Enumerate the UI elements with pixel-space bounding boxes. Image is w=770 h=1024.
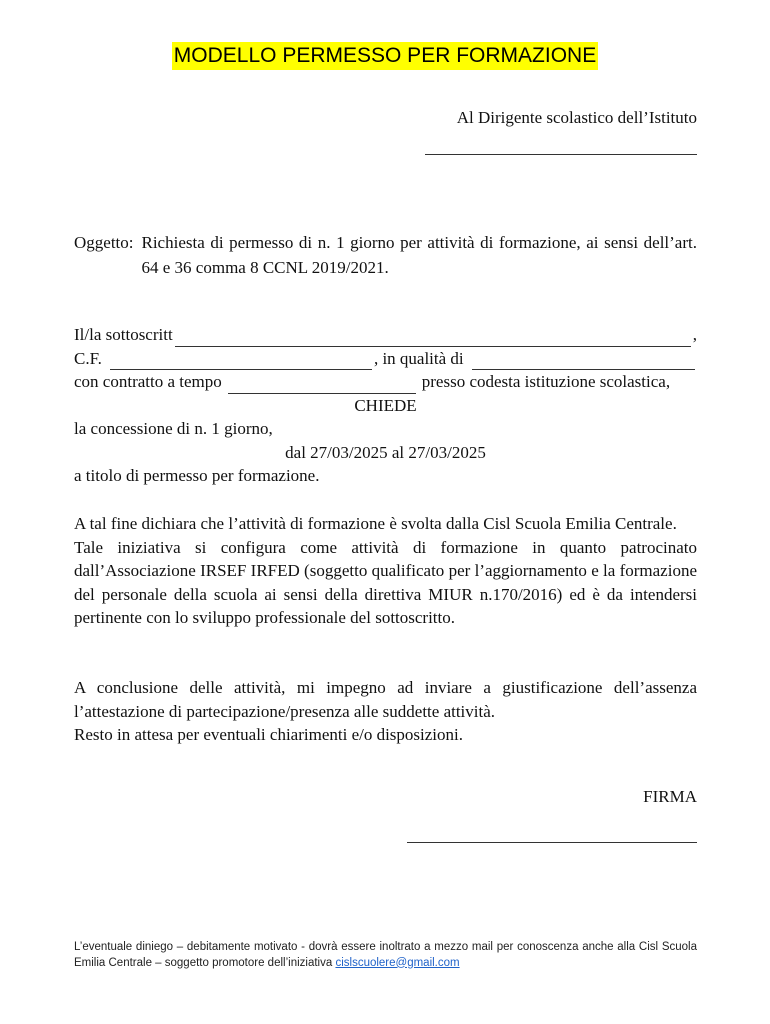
closing-sentence: Resto in attesa per eventuali chiarimenti e/o disposizioni. bbox=[74, 725, 464, 744]
name-suffix: , bbox=[692, 325, 697, 344]
contract-row bbox=[74, 370, 697, 394]
footer-note bbox=[74, 940, 697, 971]
paragraph-organizer bbox=[74, 512, 697, 630]
subject-label: Oggetto: bbox=[74, 233, 134, 252]
request-block bbox=[74, 323, 697, 488]
commitment-sentence: A conclusione delle attività, mi impegno ad inviare a giustificazione dell’assenza l’attestazione di partecipazione/presenza alle suddette attività. bbox=[74, 678, 697, 721]
footer-email-link[interactable]: cislscuolere@gmail.com bbox=[335, 956, 460, 969]
purpose-line: a titolo di permesso per formazione. bbox=[74, 466, 320, 485]
contract-blank-line bbox=[228, 377, 416, 394]
recipient-institute-blank bbox=[425, 139, 697, 161]
patronage-sentence: Tale iniziativa si configura come attività di formazione in quanto patrocinato dall’Associazione IRSEF IRFED (soggetto qualificato per l’aggiornamento e la formazione del personale della scuola ai sensi della direttiva MIUR n.170/2016) ed è da intendersi pertinente con lo sviluppo professionale del sottoscritto. bbox=[74, 537, 697, 627]
cf-blank-line bbox=[110, 353, 372, 370]
name-prefix: Il/la sottoscritt bbox=[74, 325, 173, 344]
cf-prefix: C.F. bbox=[74, 348, 102, 368]
page-title: MODELLO PERMESSO PER FORMAZIONE bbox=[172, 42, 598, 70]
signature-label: FIRMA bbox=[643, 787, 697, 806]
paragraph-commitment bbox=[74, 676, 697, 747]
footer-text: L’eventuale diniego – debitamente motivato - dovrà essere inoltrato a mezzo mail per conoscenza anche alla Cisl Scuola Emilia Centrale – soggetto promotore dell’iniziativa bbox=[74, 941, 697, 969]
contract-suffix: presso codesta istituzione scolastica, bbox=[421, 372, 671, 391]
institute-blank-line bbox=[425, 140, 697, 155]
date-range: dal 27/03/2025 al 27/03/2025 bbox=[285, 442, 486, 462]
subject-block bbox=[74, 230, 697, 280]
name-row bbox=[74, 323, 697, 347]
concession-line: la concessione di n. 1 giorno, bbox=[74, 419, 273, 438]
contract-prefix: con contratto a tempo bbox=[74, 372, 222, 391]
signature-blank-line bbox=[407, 830, 697, 843]
name-blank-line bbox=[175, 330, 691, 347]
title-container bbox=[0, 42, 770, 70]
recipient-line: Al Dirigente scolastico dell’Istituto bbox=[456, 108, 697, 127]
organizer-sentence: A tal fine dichiara che l’attività di formazione è svolta dalla Cisl Scuola Emilia Centrale. bbox=[74, 514, 677, 533]
role-blank-line bbox=[472, 353, 695, 370]
chiede-heading: CHIEDE bbox=[354, 395, 417, 415]
subject-text: Richiesta di permesso di n. 1 giorno per attività di formazione, ai sensi dell’art. 64 e 36 comma 8 CCNL 2019/2021. bbox=[141, 233, 697, 277]
role-prefix: , in qualità di bbox=[373, 348, 464, 368]
cf-row bbox=[74, 347, 697, 371]
